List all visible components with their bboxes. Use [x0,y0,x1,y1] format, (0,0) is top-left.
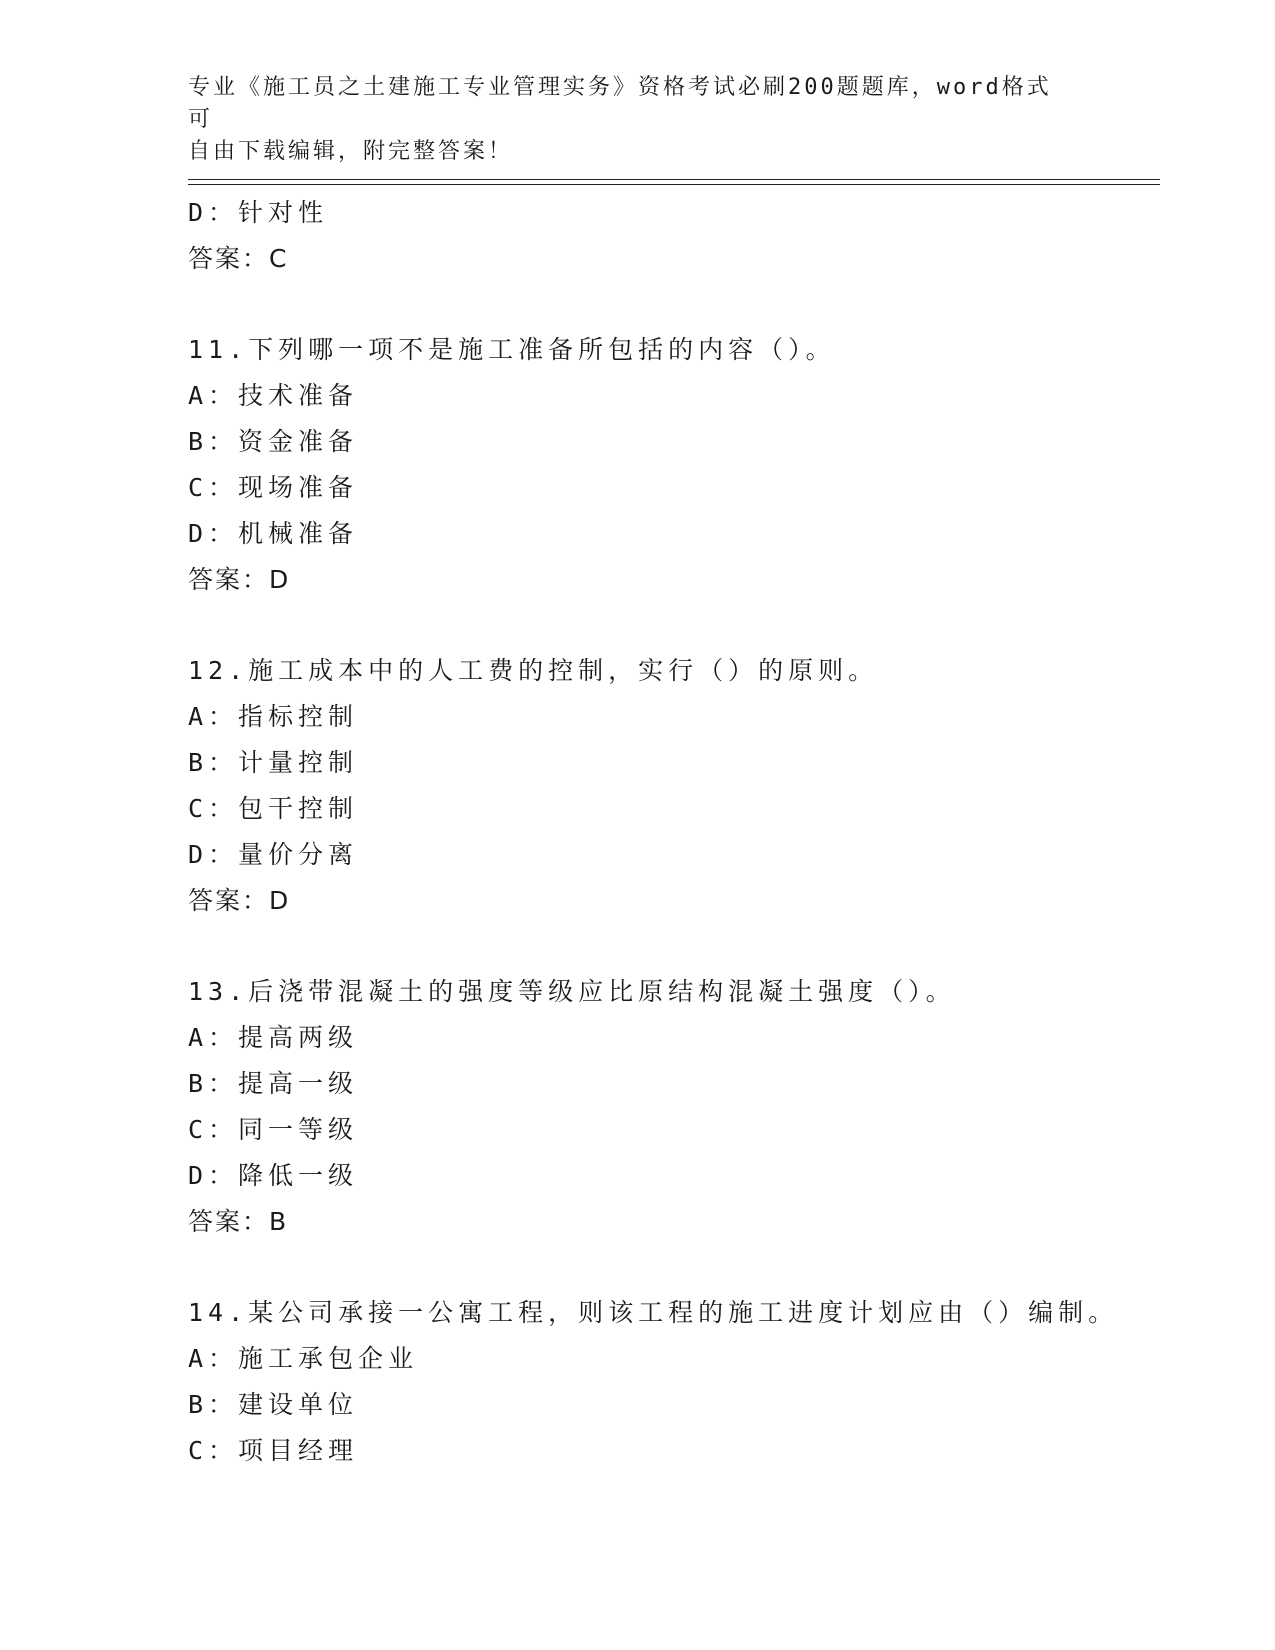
option-c: C：现场准备 [188,473,359,502]
header-divider-bottom [188,184,1160,185]
option-b: B：提高一级 [188,1069,359,1098]
question-stem: 11.下列哪一项不是施工准备所包括的内容（）。 [188,335,836,364]
question-block-11 [188,327,1160,603]
option-c: C：项目经理 [188,1436,359,1465]
question-block-14 [188,1290,1160,1474]
option-a: A：施工承包企业 [188,1344,419,1373]
option-d: D：针对性 [188,198,329,227]
option-d: D：量价分离 [188,840,359,869]
option-a: A：提高两级 [188,1023,359,1052]
question-stem: 14.某公司承接一公寓工程，则该工程的施工进度计划应由（）编制。 [188,1298,1119,1327]
document-header [188,72,1068,168]
option-d: D：机械准备 [188,519,359,548]
option-b: B：建设单位 [188,1390,359,1419]
answer-line: 答案：D [188,886,291,915]
option-b: B：资金准备 [188,427,359,456]
question-block-12 [188,648,1160,924]
question-stem: 12.施工成本中的人工费的控制，实行（）的原则。 [188,656,879,685]
option-c: C：同一等级 [188,1115,359,1144]
question-block-10-tail [188,190,1160,282]
question-block-13 [188,969,1160,1245]
question-list [188,190,1160,1474]
option-b: B：计量控制 [188,748,359,777]
option-d: D：降低一级 [188,1161,359,1190]
answer-line: 答案：B [188,1207,289,1236]
answer-line: 答案：D [188,565,291,594]
header-divider-top [188,179,1160,180]
header-line-1: 专业《施工员之土建施工专业管理实务》资格考试必刷200题题库，word格式可 [188,75,1052,132]
option-a: A：技术准备 [188,381,359,410]
answer-line: 答案：C [188,244,289,273]
question-stem: 13.后浇带混凝土的强度等级应比原结构混凝土强度（）。 [188,977,956,1006]
option-a: A：指标控制 [188,702,359,731]
header-line-2: 自由下载编辑，附完整答案！ [188,139,514,164]
option-c: C：包干控制 [188,794,359,823]
